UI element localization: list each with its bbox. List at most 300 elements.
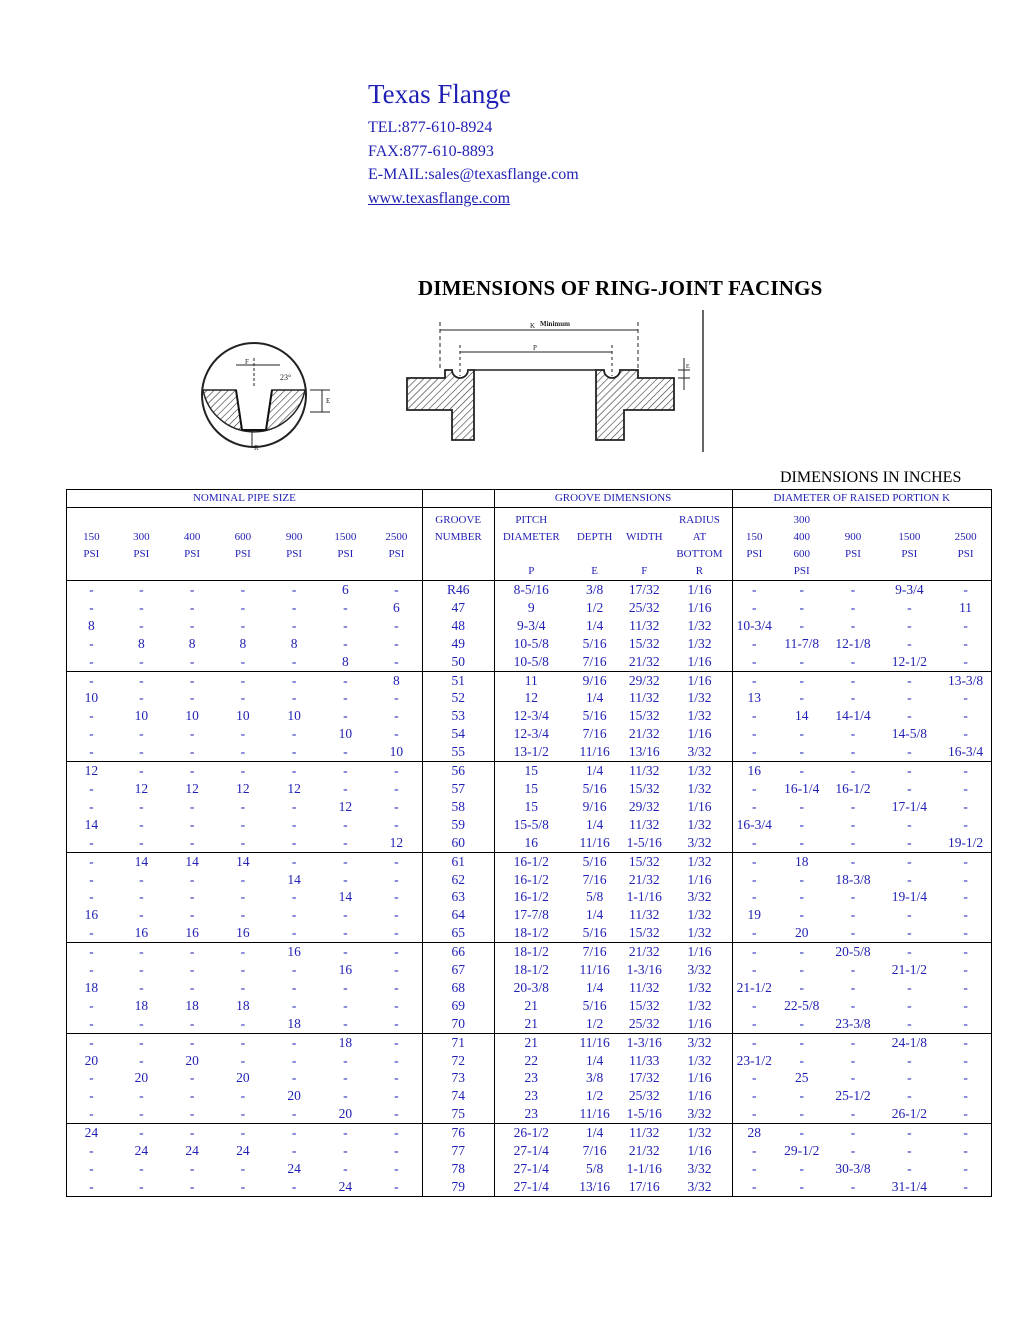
- table-cell: -: [732, 1105, 776, 1123]
- table-cell: 11/32: [621, 1124, 667, 1142]
- table-cell: 67: [422, 961, 494, 979]
- table-cell: 17-1/4: [891, 798, 927, 814]
- column-header-cell: 2500: [385, 531, 408, 543]
- table-cell: -: [850, 834, 856, 850]
- table-cell: 1/32: [667, 852, 732, 870]
- table-cell: -: [189, 1088, 195, 1104]
- table-cell: -: [799, 834, 804, 850]
- table-cell: -: [907, 780, 912, 796]
- table-cell: -: [189, 617, 195, 633]
- table-cell: -: [850, 1070, 856, 1086]
- table-cell: 16: [236, 925, 250, 941]
- table-cell: 19: [732, 906, 776, 924]
- table-cell: -: [291, 1106, 297, 1122]
- table-cell: -: [850, 798, 856, 814]
- table-cell: 1/32: [687, 780, 712, 796]
- table-cell: 1/2: [585, 599, 604, 615]
- table-cell: 1/16: [687, 1070, 712, 1086]
- table-cell: 23: [494, 1105, 568, 1123]
- table-cell: -: [139, 798, 144, 814]
- table-cell: 1/16: [687, 871, 712, 887]
- table-cell: 1/32: [687, 708, 712, 724]
- column-header-cell: [879, 508, 941, 530]
- table-cell: -: [799, 907, 804, 923]
- table-cell: -: [879, 943, 941, 961]
- table-cell: -: [907, 925, 912, 941]
- table-cell: 15: [494, 780, 568, 798]
- table-cell: -: [343, 979, 348, 995]
- table-cell: 11/16: [579, 834, 610, 850]
- table-cell: -: [907, 1161, 912, 1176]
- table-cell: 18-1/2: [494, 943, 568, 961]
- table-cell: 15/32: [628, 925, 660, 941]
- table-cell: -: [139, 979, 144, 995]
- table-cell: -: [394, 653, 399, 669]
- table-cell: 16: [732, 762, 776, 780]
- table-cell: -: [732, 707, 776, 725]
- table-cell: 12: [494, 689, 568, 707]
- table-cell: 47: [422, 599, 494, 617]
- table-cell: 9-3/4: [879, 581, 941, 599]
- table-cell: 20: [338, 1106, 353, 1122]
- table-cell: -: [240, 962, 246, 978]
- table-cell: 68: [422, 979, 494, 997]
- table-cell: 1-5/16: [626, 1106, 662, 1122]
- table-cell: -: [879, 1124, 941, 1142]
- table-cell: -: [116, 943, 167, 961]
- table-cell: 1/4: [568, 1124, 621, 1142]
- table-cell: -: [799, 962, 804, 978]
- diagram-label-r: R: [254, 444, 259, 452]
- table-cell: -: [240, 690, 246, 706]
- table-row: [67, 924, 992, 942]
- table-cell: -: [67, 1033, 116, 1051]
- table-cell: 12: [67, 762, 116, 780]
- table-cell: -: [850, 962, 856, 978]
- table-cell: -: [139, 1161, 144, 1176]
- table-cell: 16-3/4: [732, 816, 776, 834]
- table-cell: -: [189, 798, 195, 814]
- table-cell: -: [217, 1178, 268, 1196]
- table-cell: -: [240, 1015, 246, 1031]
- table-cell: -: [940, 581, 991, 599]
- column-header-cell: E: [591, 565, 598, 577]
- table-cell: -: [291, 925, 297, 941]
- column-header-cell: [568, 508, 621, 530]
- table-cell: 18-1/2: [494, 961, 568, 979]
- table-cell: 26-1/2: [891, 1106, 927, 1122]
- table-cell: 24: [287, 1161, 301, 1176]
- table-cell: -: [268, 1033, 319, 1051]
- table-cell: 9/16: [568, 671, 621, 689]
- table-row: [67, 762, 992, 780]
- table-cell: 25-1/2: [835, 1088, 871, 1104]
- table-cell: -: [67, 997, 116, 1015]
- table-cell: -: [67, 1160, 116, 1178]
- table-cell: 9/16: [582, 798, 607, 814]
- table-cell: -: [343, 1015, 348, 1031]
- table-cell: -: [343, 1143, 348, 1159]
- table-cell: 18-3/8: [835, 871, 871, 887]
- table-cell: 31-1/4: [879, 1178, 941, 1196]
- table-cell: -: [879, 852, 941, 870]
- table-cell: -: [799, 617, 804, 633]
- table-row: [67, 725, 992, 743]
- table-cell: 16-1/2: [494, 888, 568, 906]
- ring-joint-dimensions-table: [66, 489, 992, 1197]
- table-cell: -: [167, 1033, 217, 1051]
- table-cell: -: [394, 816, 399, 832]
- fax-number: FAX:877-610-8893: [368, 142, 494, 160]
- table-cell: -: [732, 671, 776, 689]
- table-cell: -: [217, 1124, 268, 1142]
- table-cell: -: [139, 1015, 144, 1031]
- table-cell: -: [907, 834, 912, 850]
- table-cell: 12: [134, 780, 149, 796]
- table-cell: 56: [422, 762, 494, 780]
- table-cell: -: [291, 617, 297, 633]
- column-header-cell: PSI: [793, 565, 810, 577]
- table-cell: -: [732, 943, 776, 961]
- table-cell: -: [67, 725, 116, 743]
- table-cell: 26-1/2: [494, 1124, 568, 1142]
- table-row: [67, 798, 992, 816]
- column-header-cell: [371, 563, 422, 581]
- table-cell: -: [67, 961, 116, 979]
- table-cell: -: [67, 635, 116, 653]
- column-header-cell: [268, 563, 319, 581]
- table-cell: 3/8: [568, 581, 621, 599]
- table-cell: 5/16: [582, 780, 607, 796]
- table-cell: -: [776, 762, 827, 780]
- table-cell: 9: [494, 599, 568, 617]
- table-cell: -: [940, 871, 991, 889]
- column-header-row: [67, 546, 992, 563]
- table-cell: -: [189, 726, 195, 742]
- table-cell: 1/32: [687, 816, 712, 832]
- table-cell: 6: [393, 599, 400, 615]
- table-cell: 3/32: [687, 1161, 712, 1176]
- diagram-label-angle: 23°: [280, 373, 292, 382]
- table-cell: 14: [217, 852, 268, 870]
- column-header-row: [67, 529, 992, 546]
- table-cell: 12: [236, 780, 250, 796]
- table-cell: -: [167, 762, 217, 780]
- table-cell: -: [940, 961, 991, 979]
- table-cell: -: [139, 690, 144, 706]
- table-cell: 1/4: [585, 617, 604, 633]
- table-cell: 11: [494, 671, 568, 689]
- table-cell: 8: [67, 617, 116, 635]
- column-header-row: [67, 563, 992, 581]
- table-cell: 23-3/8: [835, 1015, 871, 1031]
- table-cell: -: [940, 1124, 991, 1142]
- table-cell: 16-1/4: [784, 780, 820, 796]
- table-cell: -: [320, 762, 371, 780]
- column-header-cell: 400: [183, 531, 201, 543]
- column-header-cell: BOTTOM: [676, 548, 723, 560]
- table-cell: -: [67, 1105, 116, 1123]
- table-cell: -: [240, 617, 246, 633]
- table-cell: -: [776, 671, 827, 689]
- table-cell: -: [139, 834, 144, 850]
- table-cell: 16-1/2: [494, 852, 568, 870]
- table-cell: -: [850, 744, 856, 760]
- table-cell: -: [907, 979, 912, 995]
- table-row: [67, 780, 992, 798]
- column-header-cell: [732, 508, 776, 530]
- column-header-cell: [116, 563, 167, 581]
- table-cell: -: [850, 1106, 856, 1122]
- table-cell: -: [850, 907, 856, 923]
- table-cell: -: [167, 671, 217, 689]
- table-cell: 20-5/8: [827, 943, 878, 961]
- column-header-cell: RADIUS: [678, 514, 720, 526]
- table-cell: 13-3/8: [940, 671, 991, 689]
- table-cell: 24: [134, 1143, 149, 1159]
- table-cell: -: [799, 889, 804, 905]
- table-cell: -: [343, 780, 348, 796]
- table-cell: -: [827, 581, 878, 599]
- table-cell: 1/16: [687, 726, 712, 742]
- table-cell: 18: [67, 979, 116, 997]
- table-cell: -: [394, 635, 399, 651]
- table-cell: 1/16: [667, 581, 732, 599]
- table-cell: -: [732, 653, 776, 671]
- table-cell: 10: [287, 708, 301, 724]
- table-cell: -: [940, 852, 991, 870]
- table-cell: -: [907, 997, 912, 1013]
- table-cell: -: [940, 762, 991, 780]
- table-cell: -: [732, 1015, 776, 1033]
- table-cell: 24: [236, 1143, 250, 1159]
- table-cell: -: [67, 924, 116, 942]
- table-cell: 17-7/8: [494, 906, 568, 924]
- table-cell: -: [732, 1087, 776, 1105]
- table-cell: -: [907, 1143, 912, 1159]
- table-cell: -: [343, 834, 348, 850]
- column-header-cell: PSI: [901, 548, 918, 560]
- table-cell: 14: [338, 889, 353, 905]
- column-header-cell: 900: [844, 531, 862, 543]
- table-cell: -: [907, 690, 912, 706]
- table-cell: -: [189, 1106, 195, 1122]
- table-cell: 11/16: [568, 1033, 621, 1051]
- table-cell: -: [343, 816, 348, 832]
- table-cell: -: [343, 1070, 348, 1086]
- table-cell: 1/16: [687, 1088, 712, 1104]
- table-cell: -: [940, 906, 991, 924]
- table-cell: 12-1/2: [891, 653, 927, 669]
- table-cell: -: [291, 962, 297, 978]
- table-cell: 11: [940, 599, 991, 617]
- table-cell: -: [371, 581, 422, 599]
- table-cell: -: [907, 871, 912, 887]
- table-cell: 15-5/8: [494, 816, 568, 834]
- table-cell: -: [732, 961, 776, 979]
- table-cell: 52: [422, 689, 494, 707]
- table-cell: -: [394, 1161, 399, 1176]
- table-cell: -: [940, 979, 991, 997]
- table-cell: 14-5/8: [891, 726, 927, 742]
- table-cell: 1/4: [585, 907, 604, 923]
- table-cell: -: [240, 1088, 246, 1104]
- table-cell: -: [240, 744, 246, 760]
- column-header-cell: PSI: [133, 548, 150, 560]
- table-cell: 1-1/16: [626, 1161, 662, 1176]
- table-cell: -: [167, 1124, 217, 1142]
- table-row: [67, 1142, 992, 1160]
- table-cell: 64: [422, 906, 494, 924]
- table-cell: -: [67, 671, 116, 689]
- table-cell: 3/32: [687, 744, 712, 760]
- table-cell: 73: [422, 1069, 494, 1087]
- table-cell: 11/16: [579, 1106, 610, 1122]
- table-cell: -: [67, 1015, 116, 1033]
- table-cell: 17/32: [628, 1070, 660, 1086]
- table-cell: 12: [389, 834, 404, 850]
- table-cell: 50: [422, 653, 494, 671]
- table-cell: 29/32: [628, 798, 660, 814]
- table-cell: R46: [422, 581, 494, 599]
- table-cell: -: [940, 1178, 991, 1196]
- table-cell: 16: [67, 906, 116, 924]
- table-cell: 1/32: [687, 997, 712, 1013]
- table-cell: -: [827, 671, 878, 689]
- table-cell: -: [850, 653, 856, 669]
- table-cell: -: [67, 653, 116, 671]
- table-cell: -: [940, 707, 991, 725]
- table-cell: -: [394, 907, 399, 923]
- table-cell: 20: [236, 1070, 250, 1086]
- table-cell: -: [732, 1069, 776, 1087]
- table-cell: -: [268, 1178, 319, 1196]
- column-header-cell: 600: [793, 548, 810, 560]
- table-cell: 51: [422, 671, 494, 689]
- table-cell: -: [139, 816, 144, 832]
- table-cell: -: [394, 1015, 399, 1031]
- table-cell: 7/16: [568, 943, 621, 961]
- column-header-cell: [621, 508, 667, 530]
- table-cell: -: [776, 1124, 827, 1142]
- table-cell: -: [850, 925, 856, 941]
- table-cell: -: [291, 816, 297, 832]
- table-cell: 61: [422, 852, 494, 870]
- company-header: [368, 78, 579, 210]
- table-cell: -: [940, 924, 991, 942]
- table-cell: 55: [422, 743, 494, 761]
- table-cell: 5/8: [585, 889, 604, 905]
- table-cell: -: [67, 743, 116, 761]
- groove-number-group-header: [422, 490, 494, 508]
- table-cell: 10-5/8: [494, 635, 568, 653]
- table-cell: -: [394, 1052, 399, 1068]
- table-cell: 20: [67, 1052, 116, 1070]
- table-cell: 11/32: [629, 617, 660, 633]
- table-cell: -: [217, 671, 268, 689]
- column-header-cell: PITCH: [494, 508, 568, 530]
- table-cell: 15: [494, 798, 568, 816]
- table-cell: 70: [422, 1015, 494, 1033]
- table-cell: -: [189, 690, 195, 706]
- table-cell: -: [940, 1052, 991, 1070]
- table-cell: -: [940, 816, 991, 834]
- column-header-cell: [827, 508, 878, 530]
- group-header-row: [67, 490, 992, 508]
- table-cell: 14: [116, 852, 167, 870]
- table-cell: 3/32: [687, 834, 712, 850]
- table-cell: 13-1/2: [494, 743, 568, 761]
- column-header-cell: 150: [732, 529, 776, 546]
- table-cell: 20: [287, 1088, 301, 1104]
- table-cell: -: [139, 871, 144, 887]
- table-cell: 48: [422, 617, 494, 635]
- table-cell: -: [879, 671, 941, 689]
- table-cell: -: [189, 1015, 195, 1031]
- table-cell: -: [776, 1178, 827, 1196]
- table-cell: 65: [422, 924, 494, 942]
- table-cell: 1/2: [585, 1088, 604, 1104]
- table-cell: 12: [287, 780, 301, 796]
- table-cell: -: [240, 599, 246, 615]
- table-cell: -: [732, 924, 776, 942]
- table-cell: -: [116, 762, 167, 780]
- website-link[interactable]: www.texasflange.com: [368, 189, 511, 207]
- table-cell: -: [67, 798, 116, 816]
- table-cell: -: [799, 726, 804, 742]
- table-cell: 1/4: [585, 1052, 604, 1068]
- table-cell: 5/16: [568, 852, 621, 870]
- table-cell: 1/32: [687, 925, 712, 941]
- groove-dimensions-header: GROOVE DIMENSIONS: [494, 490, 732, 508]
- column-header-cell: DIAMETER: [494, 529, 568, 546]
- table-cell: -: [907, 1015, 912, 1031]
- table-cell: 1/32: [687, 979, 712, 995]
- table-cell: -: [907, 816, 912, 832]
- table-cell: 20: [134, 1070, 149, 1086]
- table-row: [67, 671, 992, 689]
- table-cell: -: [291, 653, 297, 669]
- table-cell: 10: [389, 744, 404, 760]
- table-cell: 13/16: [628, 744, 660, 760]
- table-cell: -: [940, 653, 991, 671]
- table-cell: -: [67, 581, 116, 599]
- table-cell: -: [371, 762, 422, 780]
- table-cell: -: [291, 979, 297, 995]
- column-header-cell: [494, 546, 568, 563]
- table-cell: 1-3/16: [621, 1033, 667, 1051]
- table-cell: 15/32: [628, 708, 660, 724]
- table-cell: 16: [134, 925, 149, 941]
- table-cell: -: [940, 1015, 991, 1033]
- table-cell: -: [268, 671, 319, 689]
- table-cell: 1-3/16: [626, 962, 662, 978]
- diagram-label-e: E: [326, 397, 331, 405]
- table-cell: 5/8: [585, 1161, 604, 1176]
- table-cell: -: [799, 798, 804, 814]
- table-cell: -: [850, 599, 856, 615]
- table-cell: 5/16: [582, 708, 607, 724]
- table-cell: 12-1/8: [835, 635, 871, 651]
- table-cell: -: [907, 599, 912, 615]
- table-cell: -: [799, 1015, 804, 1031]
- table-cell: -: [394, 962, 399, 978]
- table-cell: -: [217, 943, 268, 961]
- table-cell: -: [268, 852, 319, 870]
- table-cell: -: [189, 979, 195, 995]
- column-header-cell: [217, 563, 268, 581]
- table-cell: -: [907, 1088, 912, 1104]
